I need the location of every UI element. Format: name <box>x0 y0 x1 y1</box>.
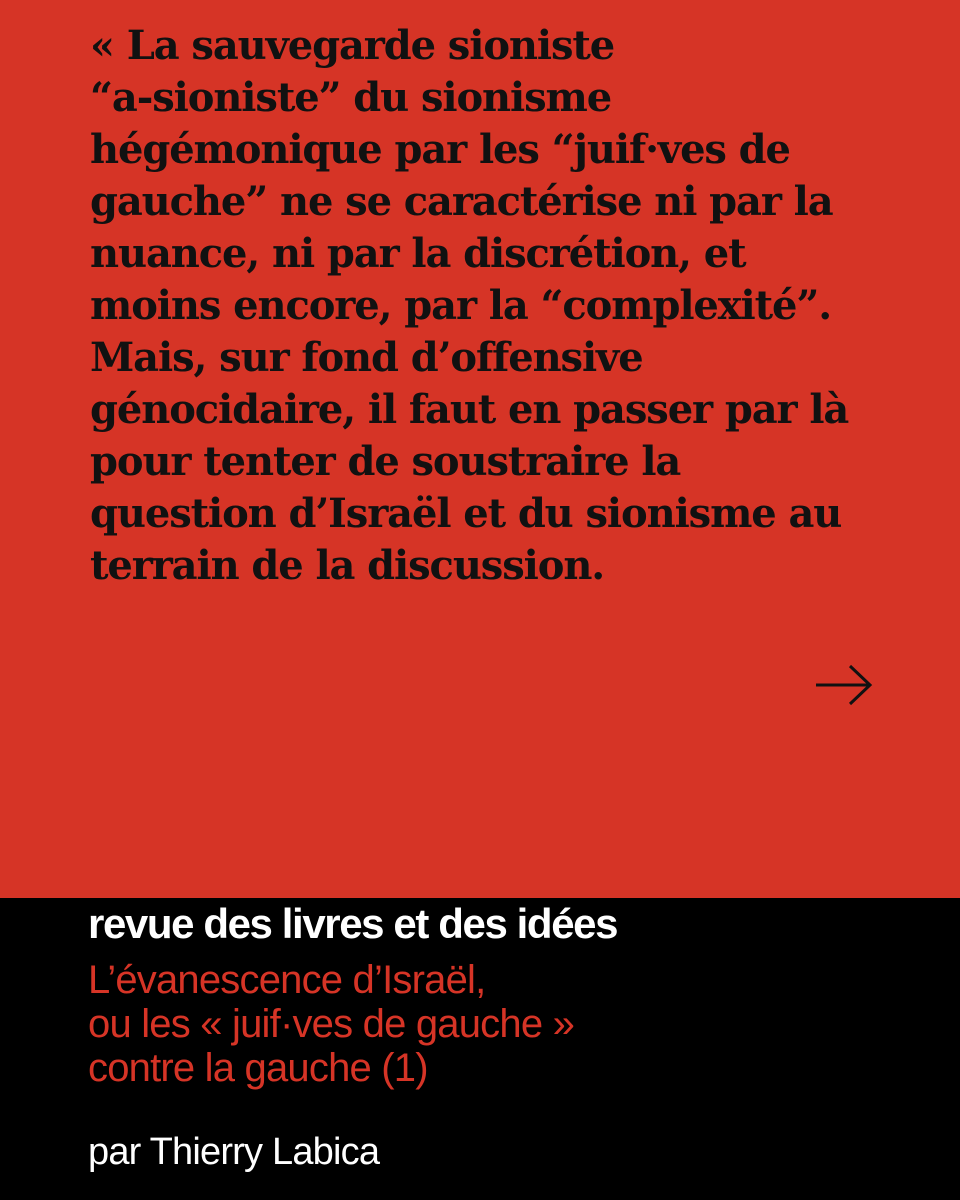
quote-line: moins encore, par la “complexité”. <box>90 282 832 329</box>
quote-line: terrain de la discussion. <box>90 542 605 589</box>
article-title-line: contre la gauche (1) <box>88 1046 428 1090</box>
arrow-right-icon[interactable] <box>814 662 874 708</box>
quote-line: gauche” ne se caractérise ni par la <box>90 178 833 225</box>
quote-line: génocidaire, il faut en passer par là <box>90 386 849 433</box>
quote-line: « La sauvegarde sioniste <box>90 22 615 69</box>
pull-quote <box>90 20 910 592</box>
article-title <box>88 958 574 1090</box>
article-title-line: ou les « juif·ves de gauche » <box>88 1002 575 1046</box>
quote-line: Mais, sur fond d’offensive <box>90 334 643 381</box>
quote-line: nuance, ni par la discrétion, et <box>90 230 746 277</box>
quote-line: “a-sioniste” du sionisme <box>90 74 612 121</box>
article-author: par Thierry Labica <box>88 1131 380 1173</box>
article-footer <box>0 898 960 1200</box>
article-title-line: L’évanescence d’Israël, <box>88 958 486 1002</box>
quote-line: hégémonique par les “juif·ves de <box>90 126 790 173</box>
magazine-name: revue des livres et des idées <box>88 900 618 947</box>
quote-line: pour tenter de soustraire la <box>90 438 681 485</box>
arrow-right-icon-graphic <box>814 662 874 708</box>
quote-line: question d’Israël et du sionisme au <box>90 490 842 537</box>
